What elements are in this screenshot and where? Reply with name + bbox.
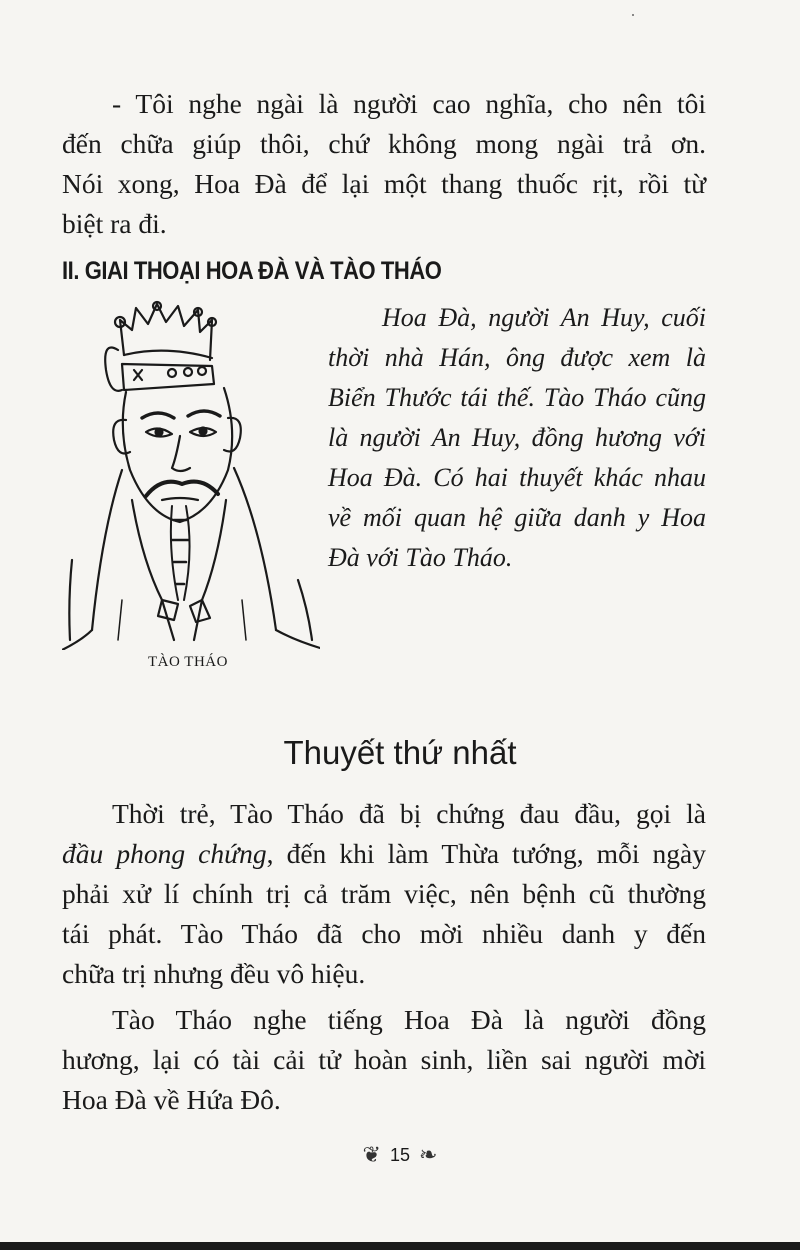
page-number: 15	[389, 1144, 411, 1165]
side-text-line: là người An Huy, đồng hương với	[328, 423, 706, 452]
intro-line: biệt ra đi.	[62, 208, 167, 239]
body-line: Thời trẻ, Tào Tháo đã bị chứng đau đầu, gọi là	[112, 798, 706, 829]
intro-line: - Tôi nghe ngài là người cao nghĩa, cho nên tôi	[112, 88, 706, 119]
section-heading: II. GIAI THOẠI HOA ĐÀ VÀ TÀO THÁO	[62, 257, 442, 285]
page-footer	[0, 1142, 800, 1168]
body-line: phải xử lí chính trị cả trăm việc, nên bệnh cũ thường	[62, 878, 706, 909]
body-line: Tào Tháo nghe tiếng Hoa Đà là người đồng	[112, 1004, 706, 1035]
tao-thao-portrait	[62, 300, 320, 650]
body-line: chữa trị nhưng đều vô hiệu.	[62, 958, 366, 989]
body-line: hương, lại có tài cải tử hoàn sinh, liền sai người mời	[62, 1044, 706, 1075]
body-line	[62, 834, 706, 874]
side-text-line: Hoa Đà. Có hai thuyết khác nhau	[328, 463, 706, 492]
body-line: tái phát. Tào Tháo đã cho mời nhiều danh y đến	[62, 918, 706, 949]
italic-term: đầu phong chứng	[62, 838, 267, 869]
side-text-line: Hoa Đà, người An Huy, cuối	[382, 303, 706, 332]
intro-line: đến chữa giúp thôi, chứ không mong ngài trả ơn.	[62, 128, 706, 159]
print-speck	[632, 14, 634, 16]
intro-italic-text	[328, 298, 706, 578]
page-bottom-edge	[0, 1242, 800, 1250]
side-text-line: Biển Thước tái thế. Tào Tháo cũng	[328, 383, 706, 412]
body-line: Hoa Đà về Hứa Đô.	[62, 1084, 281, 1115]
leaf-ornament-icon: ❧	[419, 1142, 438, 1167]
side-text-line: Đà với Tào Tháo.	[328, 543, 513, 572]
side-text-line: về mối quan hệ giữa danh y Hoa	[328, 503, 706, 532]
intro-line: Nói xong, Hoa Đà để lại một thang thuốc rịt, rồi từ	[62, 168, 706, 199]
side-text-line: thời nhà Hán, ông được xem là	[328, 343, 706, 372]
leaf-ornament-icon: ❦	[362, 1142, 381, 1167]
portrait-caption: TÀO THÁO	[148, 654, 228, 670]
body-paragraph	[62, 1000, 706, 1120]
intro-paragraph	[62, 84, 706, 244]
body-paragraph	[62, 794, 706, 994]
sub-heading: Thuyết thứ nhất	[283, 734, 517, 771]
body-line-rest: , đến khi làm Thừa tướng, mỗi ngày	[266, 838, 706, 869]
